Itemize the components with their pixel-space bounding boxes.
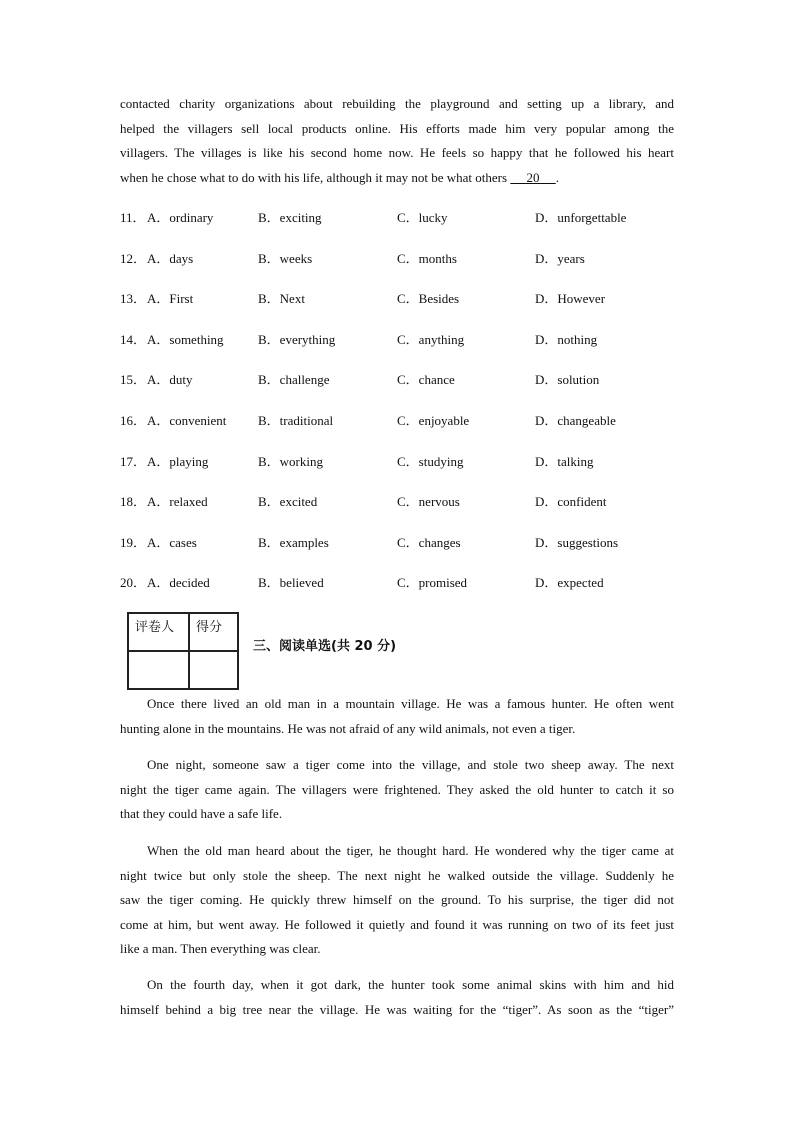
p2-line-3: that they could have a safe life. (120, 806, 283, 821)
question-number: 15． (120, 372, 147, 387)
grader-label: 评卷人 (135, 620, 175, 635)
option-d: D．confident (535, 494, 607, 509)
question-number: 18． (120, 494, 147, 509)
option-d: D．nothing (535, 332, 598, 347)
option-d: D．years (535, 251, 585, 266)
answer-blank-20: 20 (510, 169, 556, 185)
option-d: D．suggestions (535, 535, 619, 550)
option-b: B．examples (258, 535, 329, 550)
option-b: B．believed (258, 575, 324, 590)
option-c: C．studying (397, 454, 464, 469)
option-b: B．exciting (258, 210, 322, 225)
question-row-14 (120, 329, 680, 349)
score-input-cell[interactable] (189, 651, 238, 689)
option-c: C．promised (397, 575, 468, 590)
question-row-12 (120, 248, 680, 268)
grader-input-cell[interactable] (128, 651, 189, 689)
option-b: B．traditional (258, 413, 334, 428)
intro-line-4-text: when he chose what to do with his life, although it may not be what others (120, 169, 508, 185)
score-table (127, 612, 239, 690)
p2-line-2: night the tiger came again. The villagers were frightened. They asked the old hunter to catch it so (120, 781, 674, 797)
option-d: D．talking (535, 454, 594, 469)
question-row-13 (120, 288, 680, 308)
section-title: 三、阅读单选(共 20 分) (253, 639, 397, 654)
option-d: D．changeable (535, 413, 616, 428)
option-a: A．something (147, 332, 224, 347)
question-number: 17． (120, 454, 147, 469)
question-number: 13． (120, 291, 147, 306)
question-row-17 (120, 451, 680, 471)
question-row-19 (120, 532, 680, 552)
option-b: B．weeks (258, 251, 313, 266)
reading-paragraph-3 (120, 839, 674, 962)
option-b: B．excited (258, 494, 318, 509)
question-number: 11． (120, 210, 146, 225)
option-c: C．nervous (397, 494, 460, 509)
intro-line-4 (120, 166, 674, 191)
option-a: A．cases (147, 535, 197, 550)
option-a: A．ordinary (147, 210, 214, 225)
p3-line-2: night twice but only stole the sheep. The next night he walked outside the village. Suddenly he (120, 867, 674, 883)
score-label: 得分 (196, 620, 223, 635)
p3-line-5: like a man. Then everything was clear. (120, 941, 321, 956)
p3-line-3: saw the tiger coming. He quickly threw himself on the ground. To his surprise, the tiger did not (120, 892, 674, 907)
p3-line-4: come at him, but went away. He followed it quietly and found it was running on two of its feet just (120, 916, 674, 932)
option-c: C．months (397, 251, 457, 266)
option-a: A．First (147, 291, 194, 306)
option-c: C．chance (397, 372, 455, 387)
option-a: A．convenient (147, 413, 227, 428)
question-row-11 (120, 207, 680, 227)
p4-line-2: himself behind a big tree near the village. He was waiting for the “tiger”. As soon as the “tiger” (120, 1001, 674, 1017)
reading-paragraph-4 (120, 973, 674, 1022)
intro-line-4-end: . (555, 169, 560, 185)
intro-line-3: villagers. The villages is like his second home now. He feels so happy that he followed his heart (120, 145, 674, 160)
p1-line-1: Once there lived an old man in a mountain village. He was a famous hunter. He often went (147, 696, 674, 711)
option-c: C．lucky (397, 210, 448, 225)
question-number: 19． (120, 535, 147, 550)
option-c: C．changes (397, 535, 461, 550)
reading-paragraph-2 (120, 753, 674, 827)
option-d: D．solution (535, 372, 600, 387)
option-d: D．expected (535, 575, 604, 590)
question-number: 12． (120, 251, 147, 266)
p2-line-1: One night, someone saw a tiger come into the village, and stole two sheep away. The next (147, 757, 674, 772)
question-row-18 (120, 491, 680, 511)
option-a: A．decided (147, 575, 210, 590)
score-label-cell (189, 613, 238, 651)
option-a: A．duty (147, 372, 193, 387)
option-d: D．However (535, 291, 606, 306)
option-a: A．playing (147, 454, 209, 469)
option-c: C．Besides (397, 291, 460, 306)
intro-line-1: contacted charity organizations about rebuilding the playground and setting up a library, and (120, 96, 674, 111)
option-c: C．enjoyable (397, 413, 470, 428)
p4-line-1: On the fourth day, when it got dark, the hunter took some animal skins with him and hid (147, 977, 674, 992)
question-number: 14． (120, 332, 147, 347)
option-c: C．anything (397, 332, 465, 347)
question-number: 20． (120, 575, 147, 590)
p1-line-2: hunting alone in the mountains. He was not afraid of any wild animals, not even a tiger. (120, 720, 576, 736)
option-a: A．relaxed (147, 494, 208, 509)
p3-line-1: When the old man heard about the tiger, he thought hard. He wondered why the tiger came at (147, 843, 674, 858)
option-b: B．working (258, 454, 324, 469)
intro-paragraph (120, 92, 674, 190)
option-b: B．Next (258, 291, 305, 306)
question-row-20 (120, 572, 680, 592)
question-number: 16． (120, 413, 147, 428)
option-a: A．days (147, 251, 194, 266)
grader-label-cell (128, 613, 189, 651)
question-row-16 (120, 410, 680, 430)
option-b: B．challenge (258, 372, 330, 387)
option-d: D．unforgettable (535, 210, 627, 225)
reading-paragraph-1 (120, 692, 674, 741)
option-b: B．everything (258, 332, 336, 347)
intro-line-2: helped the villagers sell local products online. His efforts made him very popular among the (120, 120, 674, 136)
question-row-15 (120, 369, 680, 389)
